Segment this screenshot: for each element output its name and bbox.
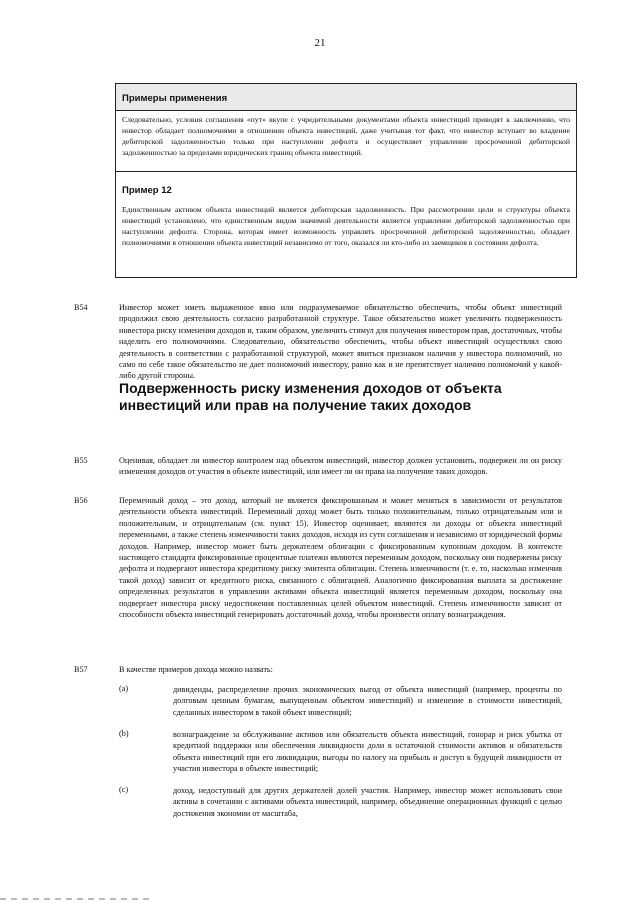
page-number: 21 bbox=[314, 37, 326, 49]
paragraph-number-b57: B57 bbox=[74, 665, 88, 674]
list-item-c: доход, недоступный для других держателей долей участия. Например, инвестор может использовать свои активы в сочетании с активами объекта инвестиций, например, объединение операционных функций с целью достижения экономии от масштаба, bbox=[173, 786, 562, 818]
scan-artifact bbox=[0, 898, 150, 900]
example-divider bbox=[116, 171, 576, 172]
paragraph-b56: Переменный доход – это доход, который не является фиксированным и может меняться в зависимости от результатов деятельности объекта инвестиций. Переменный доход может быть только положительным, только отрицательным или и положительным, и отрицательным (см. пункт 15). Инвестор оценивает, являются ли доходы от объекта инвестиций переменными, а также степень изменчивости таких доходов, исходя из сути соглашения и независимо от юридической формы доходов. Например, инвестор может быть держателем облигации с фиксированным купонным доходом. В контексте настоящего стандарта фиксированные процентные платежи являются переменным доходом, поскольку они подвержены риску дефолта и подвергают инвестора кредитному риску эмитента облигации. Степень изменчивости (т. е. то, насколько изменчив такой доход) зависит от кредитного риска, связанного с облигацией. Аналогично фиксированная выплата за достижение определенных результатов в управлении активами объекта инвестиций является переменным доходом, поскольку она подвергает инвестора риску недостижения поставленных целей объектом инвестиций. Степень изменчивости зависит от способности объекта инвестиций генерировать достаточный доход, чтобы произвести оплату вознаграждения. bbox=[119, 496, 562, 620]
example-12-title: Пример 12 bbox=[122, 185, 172, 196]
paragraph-b55: Оценивая, обладает ли инвестор контролем над объектом инвестиций, инвестор должен установить, подвержен ли он риску изменения доходов от участия в объекте инвестиций, или имеет ли он права на получение таких доходов. bbox=[119, 456, 562, 477]
paragraph-number-b56: B56 bbox=[74, 496, 88, 505]
list-item-b: вознаграждение за обслуживание активов или обязательств объекта инвестиций, гонорар и риск убытка от кредитной поддержки или обеспечения ликвидности доли в остаточной стоимости активов и обязательств объекта инвестиций при его ликвидации, выгоды по налогу на прибыль и доступ к будущей ликвидности от участия инвестора в объекте инвестиций; bbox=[173, 730, 562, 774]
examples-box-title: Примеры применения bbox=[122, 93, 228, 104]
examples-box-intro: Следовательно, условия соглашения «пут» вкупе с учредительными документами объекта инвестиций приводят к заключению, что инвестор обладает полномочиями в отношении объекта инвестиций, даже учитывая тот факт, что инвестор вступает во владение дебиторской задолженностью только при наступлении дефолта и осуществляет управление просроченной дебиторской задолженностью за пределами юридических границ объекта инвестиций. bbox=[122, 115, 570, 158]
paragraph-number-b55: B55 bbox=[74, 456, 88, 465]
paragraph-b54: Инвестор может иметь выраженное явно или подразумеваемое обязательство обеспечить, чтобы объект инвестиций продолжил свою деятельность согласно разработанной структуре. Такое обязательство может увеличить подверженность инвестора риску изменения доходов и, таким образом, увеличить стимул для получения инвестором прав, достаточных, чтобы наделить его полномочиями. Следовательно, обязательство обеспечить, чтобы объект инвестиций осуществлял свою деятельность в соответствии с разработанной структурой, может явиться признаком наличия у инвестора полномочий, но само по себе такое обязательство не дает полномочий инвестору, равно как и не препятствует наличию полномочий у какой-либо другой стороны. bbox=[119, 303, 562, 381]
section-heading: Подверженность риску изменения доходов от объекта инвестиций или прав на получение таких доходов bbox=[119, 380, 502, 413]
example-12-text: Единственным активом объекта инвестиций является дебиторская задолженность. При рассмотрении цели и структуры объекта инвестиций установлено, что единственным видом значимой деятельности является управление дебиторской задолженностью при наступлении дефолта. Сторона, которая имеет возможность управлять просроченной дебиторской задолженностью, обладает полномочиями в отношении объекта инвестиций независимо от того, оказался ли кто-либо из заемщиков в состоянии дефолта. bbox=[122, 205, 570, 248]
list-item-label-a: (a) bbox=[119, 684, 129, 693]
examples-box bbox=[115, 83, 577, 278]
list-item-a: дивиденды, распределение прочих экономических выгод от объекта инвестиций (например, проценты по долговым ценным бумагам, выпущенным объектом инвестиций) и изменение в стоимости инвестиций, сделанных инвестором в такой объект инвестиций; bbox=[173, 685, 562, 717]
list-item-label-b: (b) bbox=[119, 729, 129, 738]
paragraph-number-b54: B54 bbox=[74, 303, 88, 312]
paragraph-b57: В качестве примеров дохода можно назвать: bbox=[119, 665, 273, 674]
list-item-label-c: (c) bbox=[119, 785, 129, 794]
